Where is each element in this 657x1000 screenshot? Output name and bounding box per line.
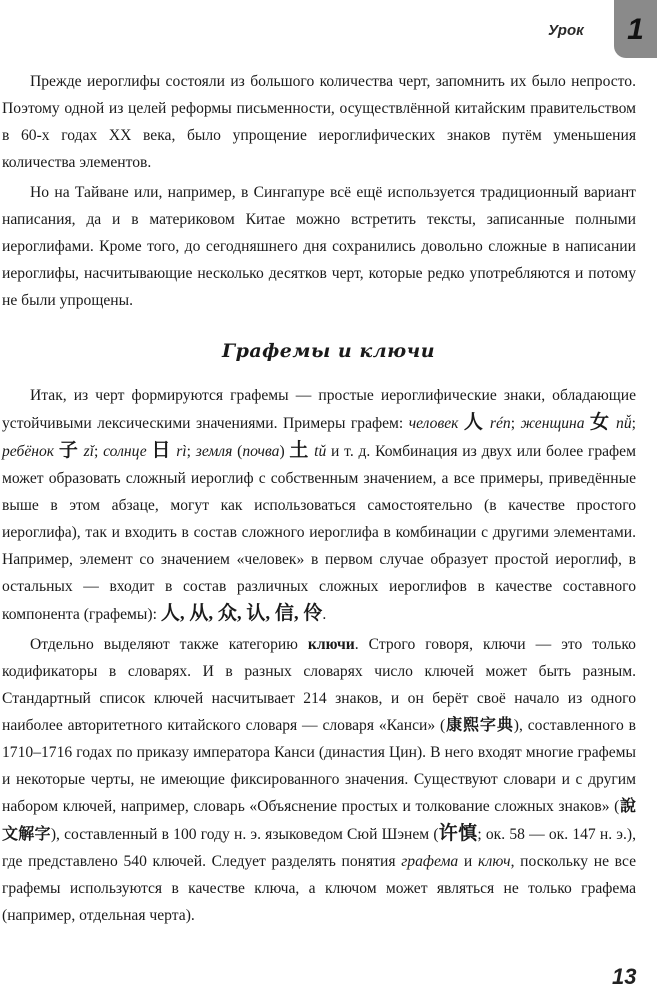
section-heading: Графемы и ключи	[221, 340, 436, 362]
lesson-number: 1	[627, 13, 644, 46]
cjk-char: 女	[590, 412, 611, 433]
cjk-shuowen: 說文解字	[2, 798, 636, 843]
lesson-label: Урок	[548, 22, 584, 39]
cjk-char: 子	[58, 440, 79, 461]
keys-paragraph: Отдельно выделяют также категорию ключи. Строго говоря, ключи — это только кодификаторы в словарях. И в разных словарях число ключей может быть разным. Стандартный список ключей насчитывает 214 знаков, и он берёт своё начало из одного наиболее авторитетного китайского словаря — словаря «Канси» (康熙字典), составленного в 1710–1716 годах по приказу императора Канси (династия Цин). В него входят многие графемы и некоторые черты, не имеющие фиксированного значения. Существуют словари и с другим набором ключей, например, словарь «Объяснение простых и толкование сложных знаков» (說文解字), составленный в 100 году н. э. языковедом Сюй Шэнем (许慎; ок. 58 — ок. 147 н. э.), где представлено 540 ключей. Следует разделять понятия графема и ключ, поскольку не все графемы используются в качестве ключа, а ключом может являться не только графема (например, отдельная черта).	[2, 636, 636, 924]
cjk-char: 日	[151, 440, 172, 461]
intro-paragraph-1: Прежде иероглифы состояли из большого количества черт, запомнить их было непросто. Поэтому одной из целей реформы письменности, осуществлённой китайским правительством в 60-х годах XX века, было упрощение иероглифических знаков путём уменьшения количества элементов.	[2, 73, 636, 171]
cjk-char: 土	[289, 440, 310, 461]
cjk-kangxi: 康熙字典	[445, 717, 514, 734]
lesson-tab	[614, 0, 657, 58]
cjk-char-list: 人, 从, 众, 认, 信, 伶	[160, 603, 323, 624]
page-number: 13	[612, 964, 637, 989]
intro-text	[2, 68, 636, 314]
bold-term: ключи	[307, 636, 355, 653]
graphemes-paragraph: Итак, из черт формируются графемы — простые иероглифические знаки, обладающие устойчивыми лексическими значениями. Примеры графем: человек 人 rén; женщина 女 nǚ; ребёнок 子 zǐ; солнце 日 rì; земля (почва) 土 tǔ и т. д. Комбинация из двух или более графем может образовать сложный иероглиф с собственным значением, а все примеры, приведённые выше в этом абзаце, могут как использоваться самостоятельно (в качестве простого иероглифа), так и входить в состав сложного иероглифа в комбинации с другими элементами. Например, элемент со значением «человек» в первом случае образует простой иероглиф, в остальных — входит в состав различных сложных иероглифов в качестве составного компонента (графемы): 人, 从, 众, 认, 信, 伶.	[2, 387, 636, 624]
intro-paragraph-2: Но на Тайване или, например, в Сингапуре всё ещё используется традиционный вариант написания, да и в материковом Китае можно встретить тексты, записанные полными иероглифами. Кроме того, до сегодняшнего дня сохранились довольно сложные в написании иероглифы, насчитывающие несколько десятков черт, которые редко употребляются и потому не были упрощены.	[2, 184, 636, 309]
section-text	[2, 382, 636, 929]
cjk-char: 人	[463, 412, 485, 433]
cjk-xushen: 许慎	[438, 823, 478, 844]
